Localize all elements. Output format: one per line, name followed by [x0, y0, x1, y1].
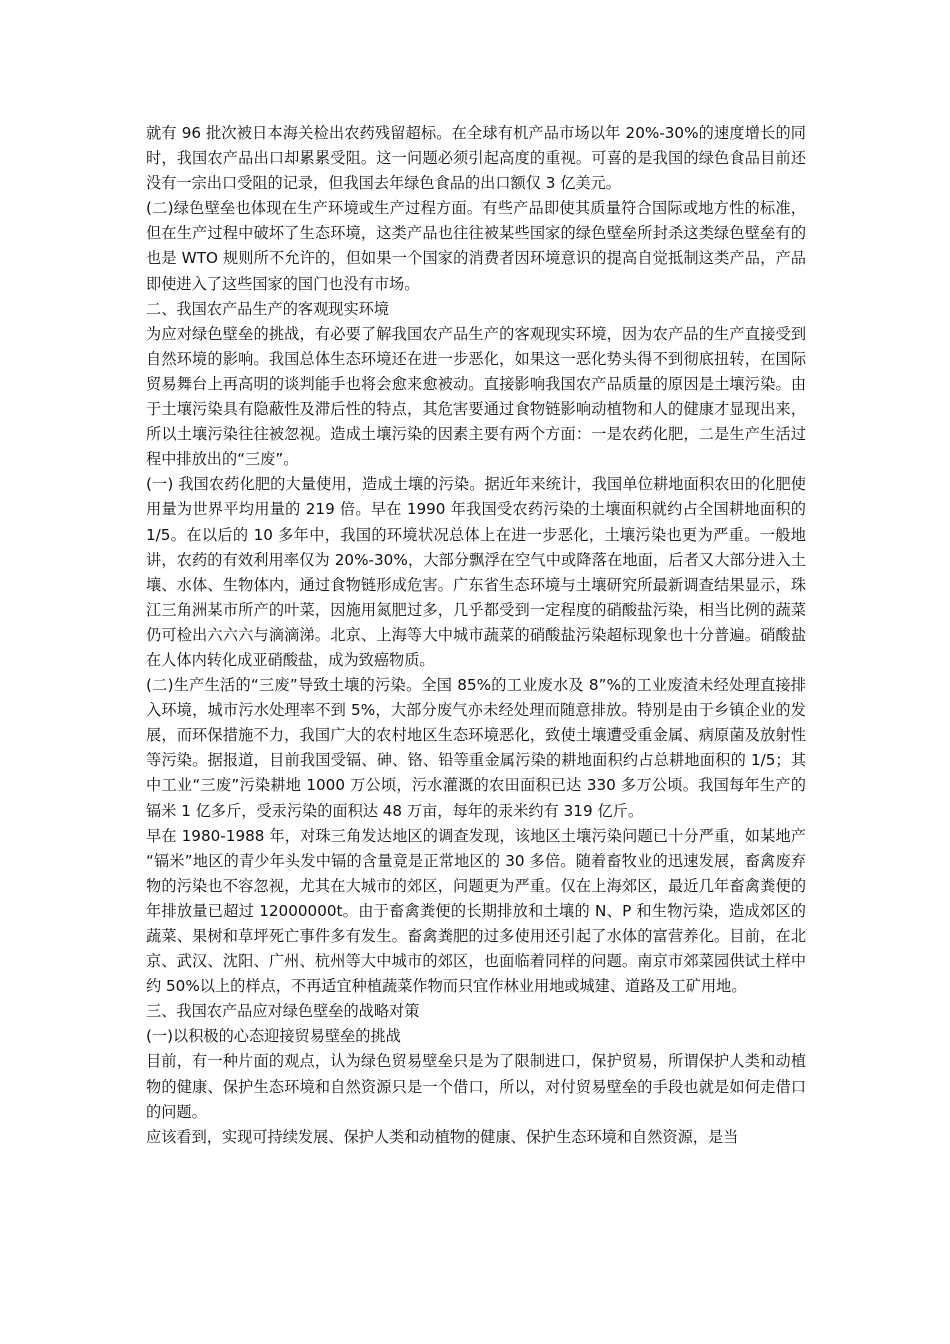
- document-body: [146, 121, 806, 1150]
- section-heading-3: 三、我国农产品应对绿色壁垒的战略对策: [146, 1002, 420, 1021]
- paragraph-one-sided-view: 目前，有一种片面的观点，认为绿色贸易壁垒只是为了限制进口，保护贸易，所谓保护人类和动植物的健康、保护生态环境和自然资源只是一个借口，所以，对付贸易壁垒的手段也就是如何走借口的问题。: [146, 1052, 806, 1121]
- paragraph-sustainable-development: 应该看到，实现可持续发展、保护人类和动植物的健康、保护生态环境和自然资源，是当: [146, 1127, 739, 1146]
- subsection-heading-3-1: (一)以积极的心态迎接贸易壁垒的挑战: [146, 1027, 401, 1046]
- paragraph-production-environment: 为应对绿色壁垒的挑战，有必要了解我国农产品生产的客观现实环境，因为农产品的生产直接受到自然环境的影响。我国总体生态环境还在进一步恶化，如果这一恶化势头得不到彻底扭转，在国际贸易舞台上再高明的谈判能手也将会愈来愈被动。直接影响我国农产品质量的原因是土壤污染。由于土壤污染具有隐蔽性及滞后性的特点，其危害要通过食物链影响动植物和人的健康才显现出来，所以土壤污染往往被忽视。造成土壤污染的因素主要有两个方面：一是农药化肥，二是生产生活过程中排放出的“三废”。: [146, 324, 806, 469]
- paragraph-export-blocked: 就有 96 批次被日本海关检出农药残留超标。在全球有机产品市场以年 20%-30%的速度增长的同时，我国农产品出口却累累受阻。这一问题必须引起高度的重视。可喜的是我国的绿色食品目前还没有一宗出口受阻的记录，但我国去年绿色食品的出口额仅 3 亿美元。: [146, 124, 806, 193]
- paragraph-pesticide-fertilizer: (一) 我国农药化肥的大量使用，造成土壤的污染。据近年来统计，我国单位耕地面积农田的化肥使用量为世界平均用量的 219 倍。早在 1990 年我国受农药污染的土壤面积就约占全国耕地面积的 1/5。在以后的 10 多年中，我国的环境状况总体上在进一步恶化，土壤污染也更为严重。一般地讲，农药的有效利用率仅为 20%-30%，大部分飘浮在空气中或降落在地面，后者又大部分进入土壤、水体、生物体内，通过食物链形成危害。广东省生态环境与土壤研究所最新调查结果显示，珠江三角洲某市所产的叶菜，因施用氮肥过多，几乎都受到一定程度的硝酸盐污染，相当比例的蔬菜仍可检出六六六与滴滴涕。北京、上海等大中城市蔬菜的硝酸盐污染超标现象也十分普遍。硝酸盐在人体内转化成亚硝酸盐，成为致癌物质。: [146, 475, 806, 669]
- paragraph-pearl-river-delta: 早在 1980-1988 年，对珠三角发达地区的调查发现，该地区土壤污染问题已十分严重，如某地产“镉米”地区的青少年头发中镉的含量竟是正常地区的 30 多倍。随着畜牧业的迅速发展，畜禽废弃物的污染也不容忽视，尤其在大城市的郊区，问题更为严重。仅在上海郊区，最近几年畜禽粪便的年排放量已超过 12000000t。由于畜禽粪便的长期排放和土壤的 N、P 和生物污染，造成郊区的蔬菜、果树和草坪死亡事件多有发生。畜禽粪肥的过多使用还引起了水体的富营养化。目前，在北京、武汉、沈阳、广州、杭州等大中城市的郊区，也面临着同样的问题。南京市郊菜园供试土样中约 50%以上的样点，不再适宜种植蔬菜作物而只宜作林业用地或城建、道路及工矿用地。: [146, 826, 806, 996]
- paragraph-production-process-barrier: (二)绿色壁垒也体现在生产环境或生产过程方面。有些产品即使其质量符合国际或地方性的标准，但在生产过程中破坏了生态环境，这类产品也往往被某些国家的绿色壁垒所封杀这类绿色壁垒有的也是 WTO 规则所不允许的，但如果一个国家的消费者因环境意识的提高自觉抵制这类产品，产品即使进入了这些国家的国门也没有市场。: [146, 199, 806, 293]
- paragraph-three-wastes: (二)生产生活的“三废”导致土壤的污染。全国 85%的工业废水及 8”%的工业废渣未经处理直接排入环境，城市污水处理率不到 5%，大部分废气亦未经处理而随意排放。特别是由于乡镇企业的发展，而环保措施不力，我国广大的农村地区生态环境恶化，致使土壤遭受重金属、病原菌及放射性等污染。据报道，目前我国受镉、砷、铬、铅等重金属污染的耕地面积约占总耕地面积的 1/5；其中工业“三废”污染耕地 1000 万公顷，污水灌溉的农田面积已达 330 多万公顷。我国每年生产的镉米 1 亿多斤，受汞污染的面积达 48 万亩，每年的汞米约有 319 亿斤。: [146, 676, 806, 820]
- section-heading-2: 二、我国农产品生产的客观现实环境: [146, 299, 389, 318]
